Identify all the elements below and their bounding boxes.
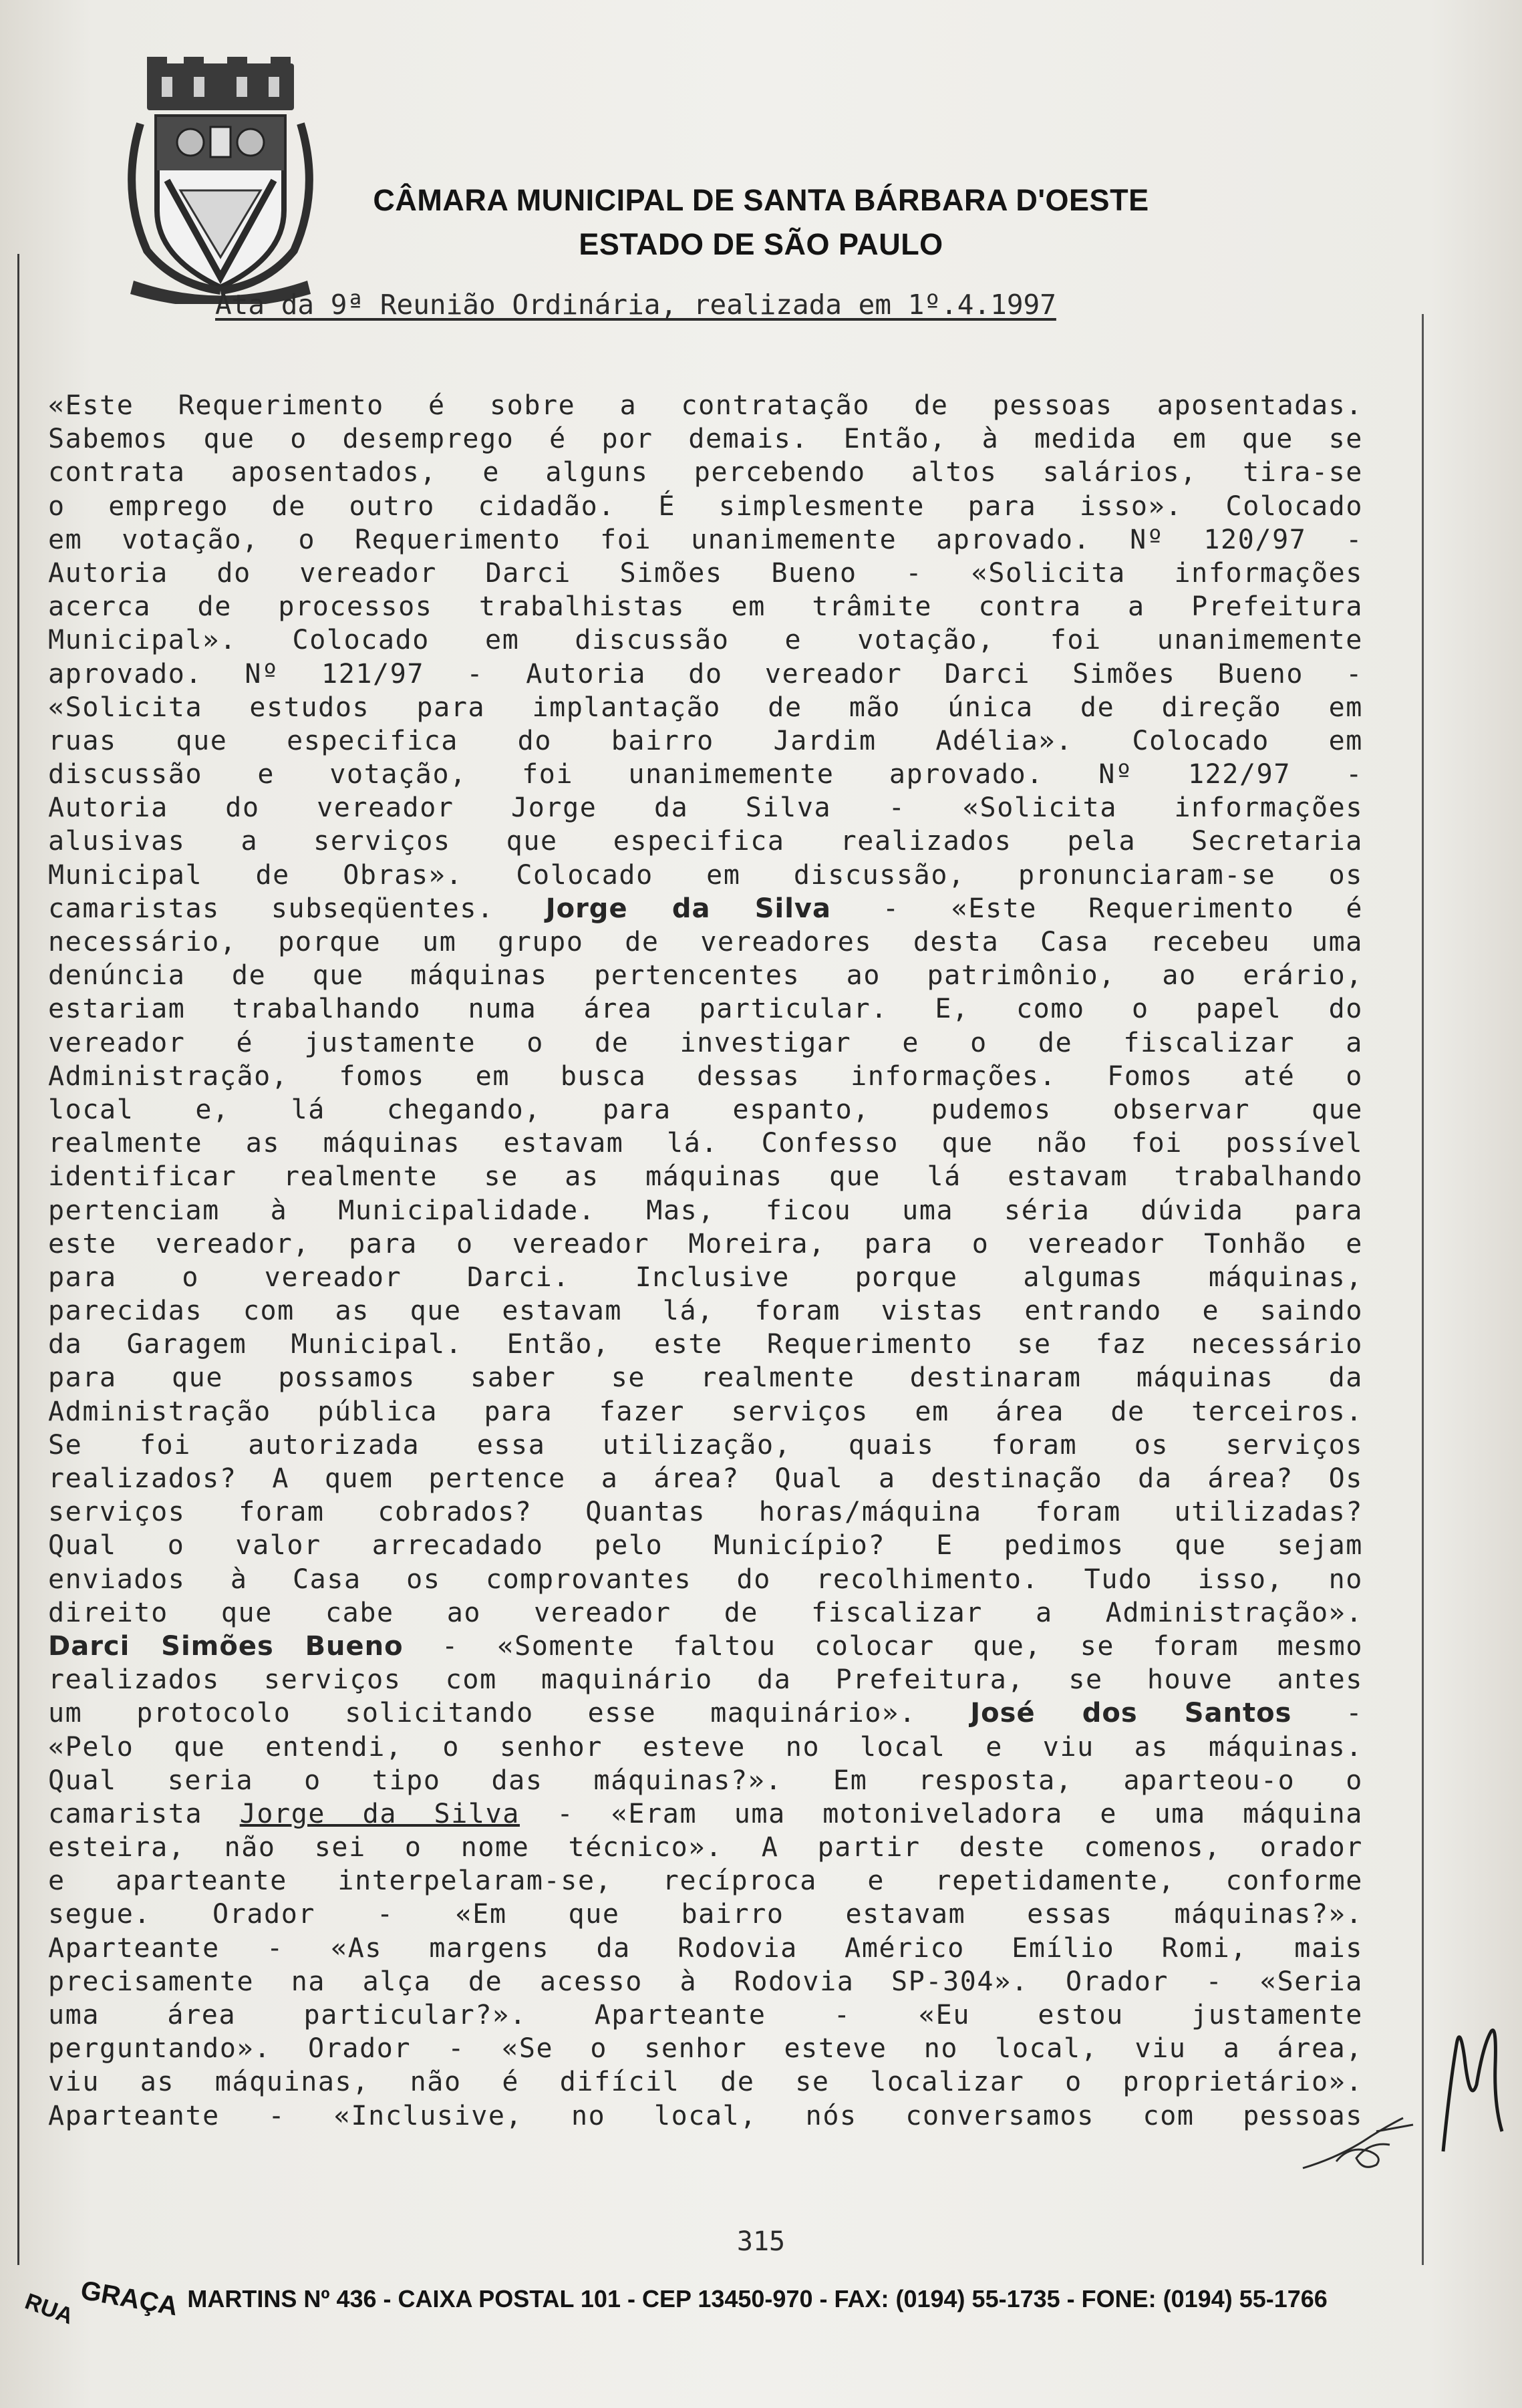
text-line: [48, 1093, 1363, 1126]
text-segment: «Solicita estudos para implantação de mão única de direção em: [48, 692, 1363, 723]
text-segment: Se foi autorizada essa utilização, quais foram os serviços: [48, 1429, 1363, 1461]
speaker-name: Darci Simões Bueno: [48, 1630, 404, 1662]
text-segment: realmente as máquinas estavam lá. Confesso que não foi possível: [48, 1128, 1363, 1159]
text-line: [48, 1696, 1363, 1730]
text-line: [48, 1160, 1363, 1193]
text-line: [48, 1764, 1363, 1797]
text-segment: - «Este Requerimento é: [831, 893, 1363, 924]
text-line: [48, 1898, 1363, 1931]
text-segment: viu as máquinas, não é difícil de se localizar o proprietário».: [48, 2067, 1363, 2098]
text-segment: camaristas subseqüentes.: [48, 893, 546, 924]
footer-address: MARTINS Nº 436 - CAIXA POSTAL 101 - CEP 13450-970 - FAX: (0194) 55-1735 - FONE: (0194) 55-1766: [187, 2285, 1328, 2312]
text-segment: Municipal». Colocado em discussão e votação, foi unanimemente: [48, 625, 1363, 656]
text-segment: o emprego de outro cidadão. É simplesmente para isso». Colocado: [48, 490, 1363, 522]
text-line: [48, 791, 1363, 824]
text-segment: alusivas a serviços que especifica realizados pela Secretaria: [48, 826, 1363, 857]
text-segment: «Pelo que entendi, o senhor esteve no local e viu as máquinas.: [48, 1731, 1363, 1763]
text-line: [48, 2099, 1363, 2133]
text-segment: realizados? A quem pertence a área? Qual a destinação da área? Os: [48, 1463, 1363, 1494]
text-segment: identificar realmente se as máquinas que lá estavam trabalhando: [48, 1161, 1363, 1193]
text-line: [48, 1596, 1363, 1630]
text-line: [48, 925, 1363, 959]
text-segment: Municipal de Obras». Colocado em discussão, pronunciaram-se os: [48, 859, 1363, 891]
text-line: [48, 992, 1363, 1026]
text-segment: ruas que especifica do bairro Jardim Adélia». Colocado em: [48, 725, 1363, 756]
text-segment: precisamente na alça de acesso à Rodovia SP-304». Orador - «Seria: [48, 1966, 1363, 1997]
text-segment: contrata aposentados, e alguns percebendo altos salários, tira-se: [48, 457, 1363, 488]
text-line: [48, 1529, 1363, 1562]
text-line: [48, 2032, 1363, 2065]
underlined-name: Jorge da Silva: [239, 1798, 520, 1829]
text-segment: Aparteante - «Inclusive, no local, nós conversamos com pessoas: [48, 2100, 1363, 2131]
text-line: [48, 724, 1363, 758]
text-line: [48, 557, 1363, 590]
text-segment: um protocolo solicitando esse maquinário».: [48, 1698, 971, 1729]
text-segment: - «Somente faltou colocar que, se foram mesmo: [403, 1630, 1363, 1662]
text-segment: acerca de processos trabalhistas em trâmite contra a Prefeitura: [48, 591, 1363, 623]
text-segment: Autoria do vereador Jorge da Silva - «Solicita informações: [48, 792, 1363, 824]
text-segment: em votação, o Requerimento foi unanimemente aprovado. Nº 120/97 -: [48, 524, 1363, 555]
text-line: [48, 1261, 1363, 1294]
text-line: [48, 1126, 1363, 1160]
text-line: [48, 1428, 1363, 1462]
text-segment: esteira, não sei o nome técnico». A partir deste comenos, orador: [48, 1832, 1363, 1863]
text-line: [48, 1563, 1363, 1596]
text-line: [48, 1998, 1363, 2032]
text-line: [48, 1730, 1363, 1764]
text-line: [48, 389, 1363, 422]
chamber-name: CÂMARA MUNICIPAL DE SANTA BÁRBARA D'OESTE: [373, 183, 1149, 217]
text-segment: Qual seria o tipo das máquinas?». Em resposta, aparteou-o o: [48, 1765, 1363, 1796]
text-line: [48, 1797, 1363, 1831]
state-name: ESTADO DE SÃO PAULO: [579, 227, 943, 261]
text-line: [48, 1831, 1363, 1864]
text-segment: local e, lá chegando, para espanto, pudemos observar que: [48, 1094, 1363, 1125]
speaker-name: José dos Santos: [970, 1698, 1292, 1729]
text-line: [48, 758, 1363, 791]
minutes-body: [48, 389, 1363, 2133]
text-segment: este vereador, para o vereador Moreira, para o vereador Tonhão e: [48, 1228, 1363, 1259]
footer-rua: RUA: [21, 2288, 77, 2330]
text-line: [48, 1495, 1363, 1529]
minutes-title: Ata da 9ª Reunião Ordinária, realizada em 1º.4.1997: [215, 289, 1056, 321]
text-segment: parecidas com as que estavam lá, foram vistas entrando e saindo: [48, 1296, 1363, 1327]
handwritten-initials: [1296, 2105, 1416, 2178]
text-segment: Autoria do vereador Darci Simões Bueno - «Solicita informações: [48, 557, 1363, 589]
text-line: [48, 456, 1363, 489]
text-segment: vereador é justamente o de investigar e o de fiscalizar a: [48, 1027, 1363, 1058]
text-line: [48, 1328, 1363, 1361]
text-line: [48, 691, 1363, 724]
text-line: [48, 523, 1363, 557]
page-number: 315: [736, 2226, 786, 2257]
text-segment: uma área particular?». Aparteante - «Eu estou justamente: [48, 2000, 1363, 2030]
footer-graca: GRAÇA: [78, 2275, 180, 2322]
text-segment: - «Eram uma motoniveladora e uma máquina: [519, 1798, 1363, 1829]
text-line: [48, 1663, 1363, 1696]
text-segment: necessário, porque um grupo de vereadores desta Casa recebeu uma: [48, 927, 1363, 957]
text-line: [48, 1026, 1363, 1060]
text-segment: Qual o valor arrecadado pelo Município? E pedimos que sejam: [48, 1530, 1363, 1561]
speaker-name: Jorge da Silva: [545, 893, 831, 924]
text-segment: discussão e votação, foi unanimemente aprovado. Nº 122/97 -: [48, 759, 1363, 790]
municipal-coat-of-arms: [120, 57, 321, 304]
text-line: [48, 1462, 1363, 1495]
text-line: [48, 1965, 1363, 1998]
text-segment: pertenciam à Municipalidade. Mas, ficou uma séria dúvida para: [48, 1195, 1363, 1226]
text-line: [48, 657, 1363, 691]
text-line: [48, 1864, 1363, 1898]
text-segment: Administração, fomos em busca dessas informações. Fomos até o: [48, 1060, 1363, 1092]
text-segment: denúncia de que máquinas pertencentes ao patrimônio, ao erário,: [48, 960, 1363, 992]
text-segment: para o vereador Darci. Inclusive porque algumas máquinas,: [48, 1261, 1363, 1293]
text-line: [48, 422, 1363, 456]
text-line: [48, 959, 1363, 992]
text-line: [48, 1060, 1363, 1093]
text-line: [48, 1227, 1363, 1261]
address-footer: [21, 2275, 1418, 2330]
text-segment: camarista: [48, 1798, 240, 1829]
text-segment: para que possamos saber se realmente destinaram máquinas da: [48, 1362, 1363, 1394]
text-line: [48, 1294, 1363, 1328]
right-margin-rule: [1422, 314, 1424, 2265]
text-segment: segue. Orador - «Em que bairro estavam essas máquinas?».: [48, 1899, 1363, 1930]
text-segment: e aparteante interpelaram-se, recíproca e repetidamente, conforme: [48, 1865, 1363, 1897]
text-segment: «Este Requerimento é sobre a contratação de pessoas aposentadas.: [48, 390, 1363, 421]
text-segment: Sabemos que o desemprego é por demais. Então, à medida em que se: [48, 424, 1363, 455]
text-line: [48, 1630, 1363, 1663]
text-line: [48, 590, 1363, 623]
text-segment: -: [1291, 1698, 1363, 1729]
text-line: [48, 824, 1363, 858]
text-segment: enviados à Casa os comprovantes do recolhimento. Tudo isso, no: [48, 1563, 1363, 1595]
text-segment: da Garagem Municipal. Então, este Requerimento se faz necessário: [48, 1329, 1363, 1360]
text-segment: Aparteante - «As margens da Rodovia Américo Emílio Romi, mais: [48, 1932, 1363, 1964]
text-line: [48, 1194, 1363, 1227]
text-line: [48, 2065, 1363, 2099]
text-segment: serviços foram cobrados? Quantas horas/máquina foram utilizadas?: [48, 1497, 1363, 1528]
handwritten-signature: [1430, 2004, 1517, 2158]
text-segment: Administração pública para fazer serviços em área de terceiros.: [48, 1396, 1363, 1427]
left-margin-rule: [17, 254, 19, 2265]
text-segment: direito que cabe ao vereador de fiscalizar a Administração».: [48, 1597, 1363, 1628]
text-line: [48, 1395, 1363, 1428]
text-line: [48, 859, 1363, 892]
text-line: [48, 1361, 1363, 1394]
text-line: [48, 490, 1363, 523]
text-segment: aprovado. Nº 121/97 - Autoria do vereador Darci Simões Bueno -: [48, 658, 1363, 690]
text-line: [48, 623, 1363, 657]
text-segment: perguntando». Orador - «Se o senhor esteve no local, viu a área,: [48, 2033, 1363, 2065]
text-segment: realizados serviços com maquinário da Prefeitura, se houve antes: [48, 1664, 1363, 1696]
text-line: [48, 1932, 1363, 1965]
text-line: [48, 892, 1363, 925]
text-segment: estariam trabalhando numa área particular. E, como o papel do: [48, 994, 1363, 1025]
